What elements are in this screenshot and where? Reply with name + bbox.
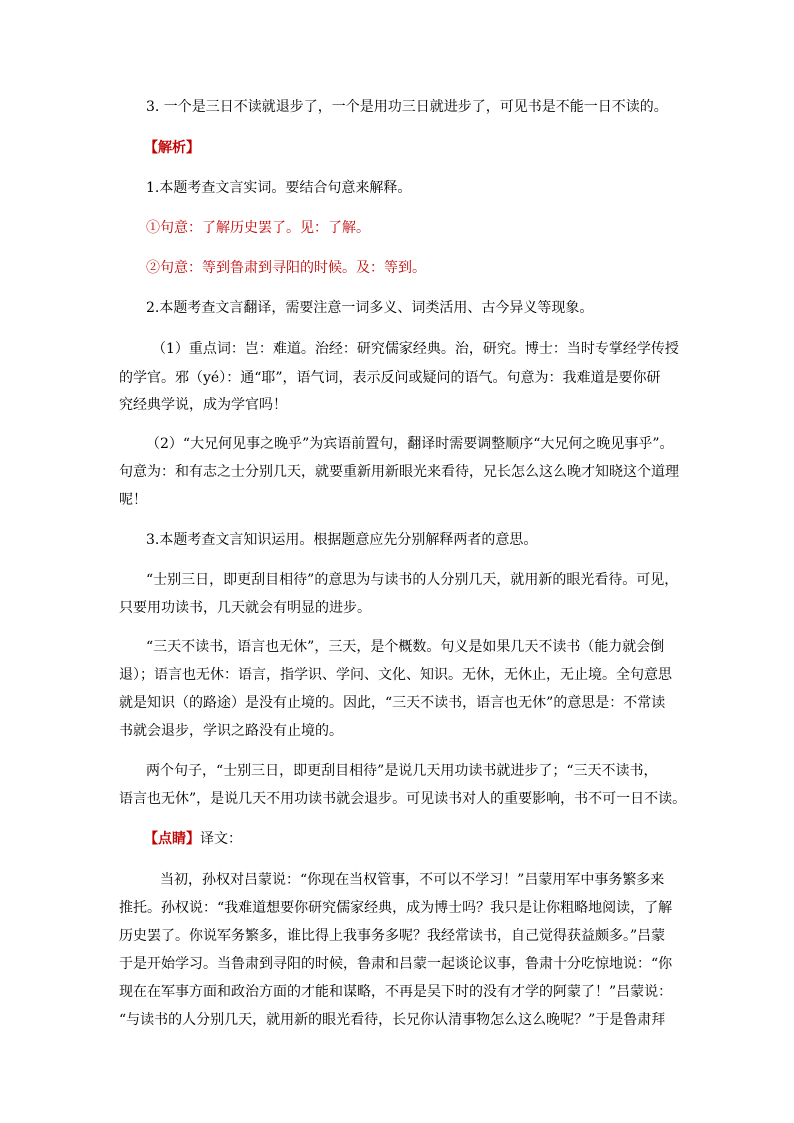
q2-p2-line: 句意为：和有志之士分别几天，就要重新用新眼光来看待，兄长怎么这么晚才知晓这个道理 (119, 464, 679, 480)
q2-p1-line: （1）重点词：岂：难道。治经：研究儒家经典。治，研究。博士：当时专掌经学传授 (152, 341, 679, 357)
analysis-label: 【解析】 (144, 140, 200, 156)
q3-p2-line: “三天不读书，语言也无休”，三天，是个概数。句义是如果几天不读书（能力就会倒 (146, 639, 665, 655)
tip-suffix: 译文： (200, 831, 242, 847)
q1-item-2: ②句意：等到鲁肃到寻阳的时候。及：等到。 (146, 260, 426, 276)
q1-item-1: ①句意：了解历史罢了。见：了解。 (146, 220, 370, 236)
q2-intro: 2.本题考查文言翻译，需要注意一词多义、词类活用、古今异义等现象。 (146, 300, 594, 316)
translation-line: 于是开始学习。当鲁肃到寻阳的时候，鲁肃和吕蒙一起谈论议事，鲁肃十分吃惊地说：“你 (119, 956, 673, 972)
q3-p2-line: 退）；语言也无休：语言，指学识、学问、文化、知识。无休，无休止，无止境。全句意思 (119, 667, 672, 683)
q2-p2-line: （2）“大兄何见事之晚乎”为宾语前置句，翻译时需要调整顺序“大兄何之晚见事乎”。 (146, 436, 674, 452)
q3-p3-line: 两个句子，“士别三日，即更刮目相待”是说几天用功读书就进步了；“三天不读书， (146, 763, 658, 779)
translation-line: 当初，孙权对吕蒙说：“你现在当权管事，不可以不学习！”吕蒙用军中事务繁多来 (160, 872, 665, 888)
q3-p1-line: 只要用功读书，几天就会有明显的进步。 (119, 600, 371, 616)
q3-p1-line: “士别三日，即更刮目相待”的意思为与读书的人分别几天，就用新的眼光看待。可见， (146, 572, 679, 588)
q3-intro: 3.本题考查文言知识运用。根据题意应先分别解释两者的意思。 (146, 532, 538, 548)
tip-heading (144, 829, 242, 849)
q3-p2-line: 书就会退步，学识之路没有止境的。 (119, 723, 343, 739)
translation-line: 现在在军事方面和政治方面的才能和谋略，不再是吴下时的没有才学的阿蒙了！”吕蒙说： (119, 984, 673, 1000)
translation-line: “与读书的人分别几天，就用新的眼光看待，长兄你认清事物怎么这么晚呢？”于是鲁肃拜 (119, 1012, 666, 1028)
tip-label: 【点睛】 (144, 831, 200, 847)
q3-p3-line: 语言也无休”，是说几天不用功读书就会退步。可见读书对人的重要影响，书不可一日不读。 (119, 791, 687, 807)
q3-p2-line: 就是知识（的路途）是没有止境的。因此，“三天不读书，语言也无休”的意思是：不常读 (119, 695, 666, 711)
answer-3: 3. 一个是三日不读就退步了，一个是用功三日就进步了，可见书是不能一日不读的。 (146, 99, 668, 115)
q2-p2-line: 呢！ (119, 492, 147, 508)
q2-p1-line: 究经典学说，成为学官吗！ (119, 397, 287, 413)
q2-p1-line: 的学官。邪（yé）：通“耶”，语气词，表示反问或疑问的语气。句意为：我难道是要你研 (119, 370, 661, 386)
translation-line: 推托。孙权说：“我难道想要你研究儒家经典，成为博士吗？我只是让你粗略地阅读，了解 (119, 900, 673, 916)
q1-intro: 1.本题考查文言实词。要结合句意来解释。 (146, 180, 412, 196)
translation-line: 历史罢了。你说军务繁多，谁比得上我事务多呢？我经常读书，自己觉得获益颇多。”吕蒙 (119, 928, 666, 944)
